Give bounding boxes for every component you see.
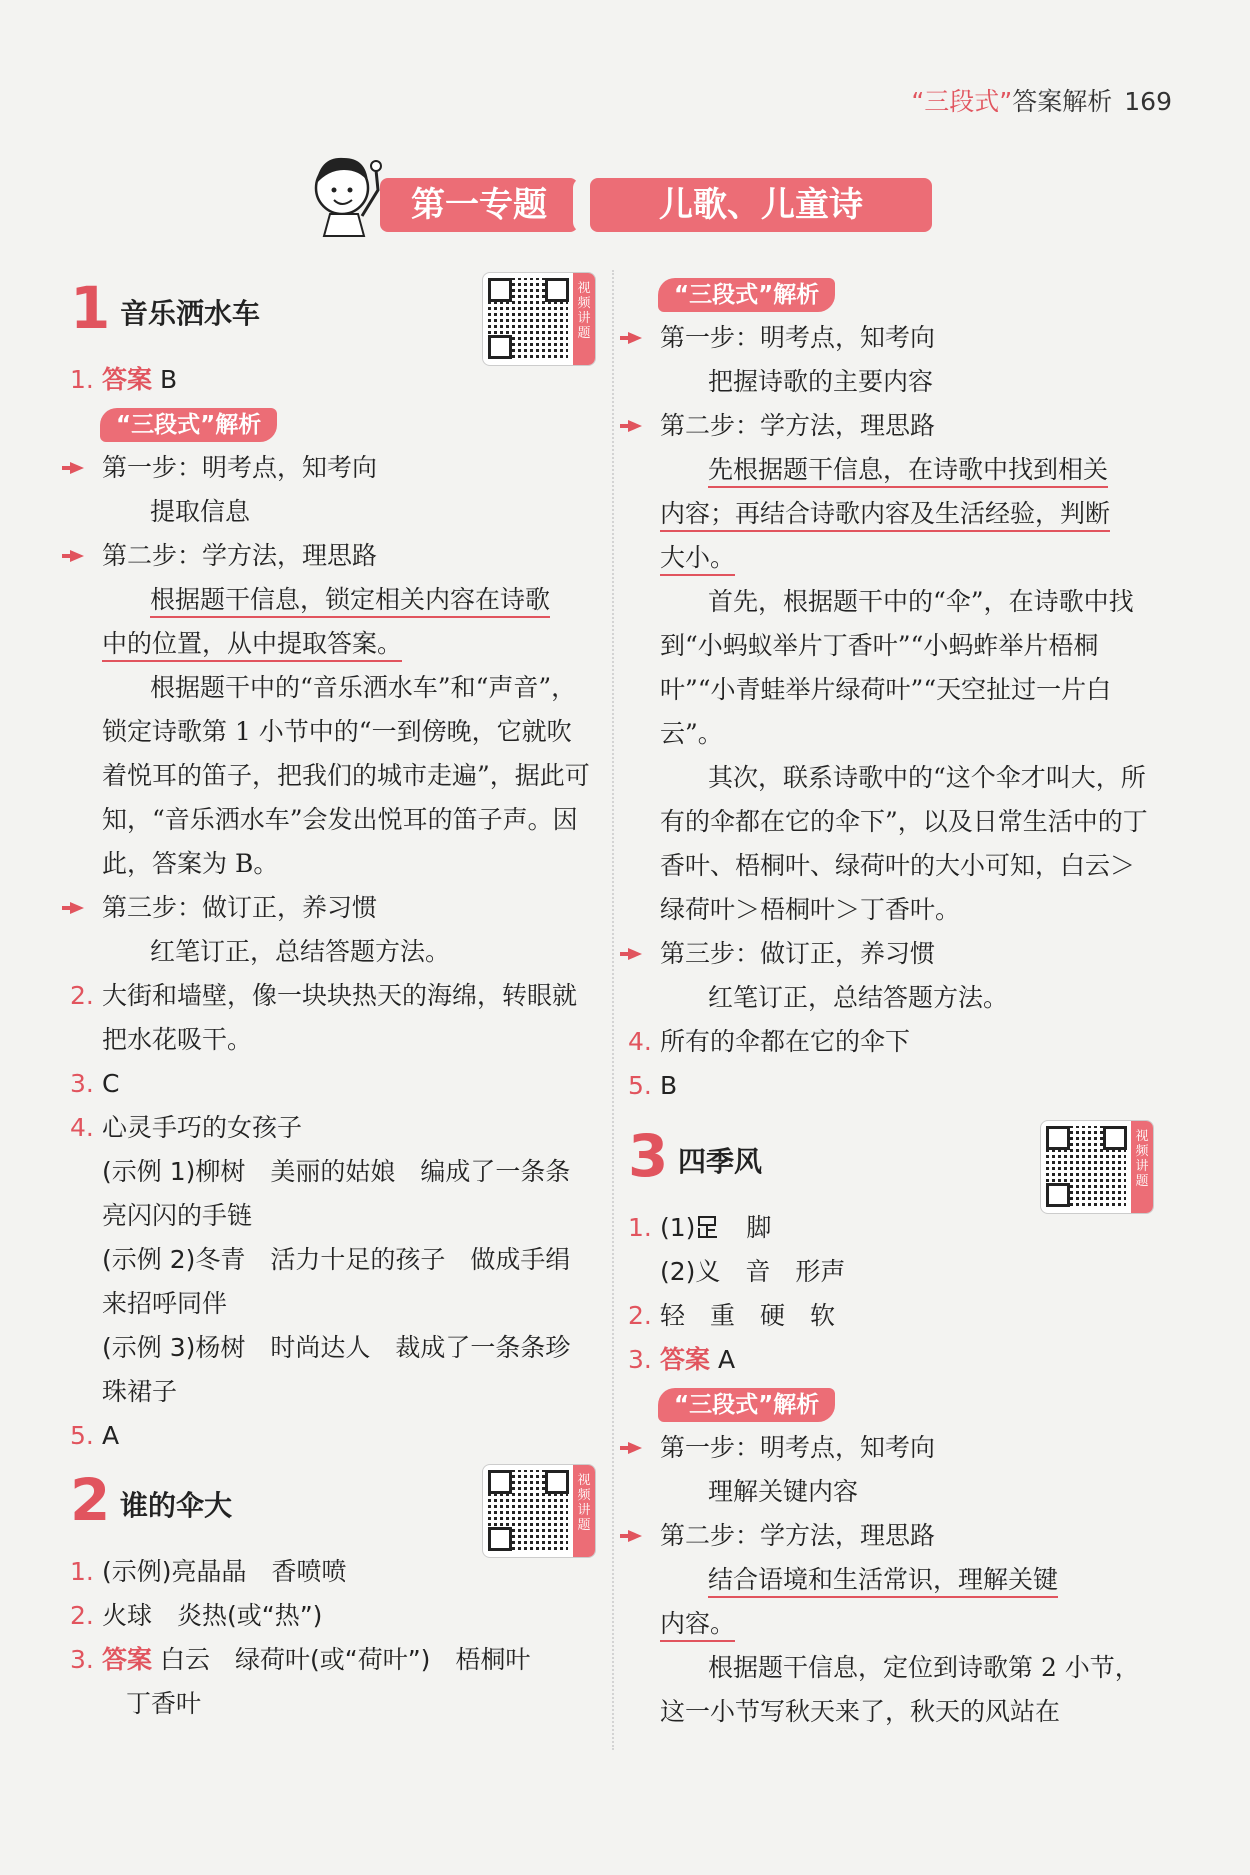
step-1: 第一步：明考点，知考向	[628, 316, 1148, 360]
step-2-explanation-1: 首先，根据题干中的“伞”，在诗歌中找到“小蚂蚁举片丁香叶”“小蚂蚱举片梧桐叶”“小青蛙举片绿荷叶”“天空扯过一片白云”。	[660, 587, 1134, 748]
page-number: 169	[1124, 87, 1172, 116]
header-brand: “三段式”	[911, 87, 1013, 116]
page-header	[911, 82, 1172, 118]
step-2-explanation-2: 其次，联系诗歌中的“这个伞才叫大，所有的伞都在它的伞下”，以及日常生活中的丁香叶、梧桐叶、绿荷叶的大小可知，白云＞绿荷叶＞梧桐叶＞丁香叶。	[660, 763, 1148, 924]
qr-label: 视频讲题	[1131, 1121, 1153, 1213]
question-5: 5. B	[628, 1071, 678, 1100]
step-3: 第三步：做订正，养习惯	[70, 886, 590, 930]
step-2-explanation: 根据题干中的“音乐洒水车”和“声音”，锁定诗歌第 1 小节中的“一到傍晚，它就吹着悦耳的笛子，把我们的城市走遍”，据此可知，“音乐洒水车”会发出悦耳的笛子声。因此，答案为 B。	[102, 673, 590, 878]
analysis-tag: “三段式”解析	[658, 278, 835, 312]
step-2-key-method: 结合语境和生活常识，理解关键 内容。	[628, 1558, 1148, 1646]
left-column	[70, 272, 590, 1726]
qr-code-icon[interactable]	[482, 272, 596, 366]
question-1: 1. (示例)亮晶晶 香喷喷	[70, 1557, 347, 1586]
arrow-icon	[628, 332, 642, 344]
section-title: 四季风	[678, 1145, 763, 1178]
section-number: 1	[70, 274, 111, 342]
right-column	[628, 272, 1148, 1734]
arrow-icon	[628, 1442, 642, 1454]
question-4: 4. 所有的伞都在它的伞下	[628, 1027, 911, 1056]
step-2: 第二步：学方法，理思路	[628, 404, 1148, 448]
step-2-explanation: 根据题干信息，定位到诗歌第 2 小节，这一小节写秋天来了，秋天的风站在	[660, 1653, 1140, 1726]
banner-topic-title: 儿歌、儿童诗	[590, 178, 932, 232]
step-1: 第一步：明考点，知考向	[628, 1426, 1148, 1470]
question-4: 4. 心灵手巧的女孩子	[70, 1113, 303, 1142]
banner-topic-number: 第一专题	[380, 178, 578, 232]
qr-code-icon[interactable]	[1040, 1120, 1154, 1214]
section-title: 音乐洒水车	[120, 297, 261, 330]
analysis-tag: “三段式”解析	[658, 1388, 835, 1422]
column-divider	[612, 270, 614, 1750]
step-1: 第一步：明考点，知考向	[70, 446, 590, 490]
foot-radical-icon	[695, 1214, 721, 1240]
section-number: 3	[628, 1122, 669, 1190]
question-2: 2. 大街和墙壁，像一块块热天的海绵，转眼就把水花吸干。	[70, 981, 578, 1054]
arrow-icon	[628, 1530, 642, 1542]
step-3-content: 红笔订正，总结答题方法。	[150, 937, 451, 966]
example-3: (示例 3)杨树 时尚达人 裁成了一条条珍珠裙子	[102, 1333, 571, 1406]
question-2: 2. 火球 炎热(或“热”)	[70, 1601, 323, 1630]
section-1-heading	[70, 276, 590, 352]
question-3: 3. C	[70, 1069, 120, 1098]
question-5: 5. A	[70, 1421, 120, 1450]
question-1-part-2: (2)义 音 形声	[660, 1257, 846, 1286]
qr-code-icon[interactable]	[482, 1464, 596, 1558]
question-1: 1. (1) 脚	[628, 1213, 772, 1242]
step-2: 第二步：学方法，理思路	[70, 534, 590, 578]
arrow-icon	[628, 948, 642, 960]
step-3: 第三步：做订正，养习惯	[628, 932, 1148, 976]
question-2: 2. 轻 重 硬 软	[628, 1301, 836, 1330]
section-3-heading	[628, 1124, 1148, 1200]
step-1-content: 理解关键内容	[708, 1477, 859, 1506]
question-1: 1. 答案 B	[70, 365, 178, 394]
example-2: (示例 2)冬青 活力十足的孩子 做成手绢来招呼同伴	[102, 1245, 571, 1318]
step-2-key-method: 根据题干信息，锁定相关内容在诗歌 中的位置，从中提取答案。	[70, 578, 590, 666]
section-number: 2	[70, 1466, 111, 1534]
arrow-icon	[70, 462, 84, 474]
step-2: 第二步：学方法，理思路	[628, 1514, 1148, 1558]
section-2-heading	[70, 1468, 590, 1544]
question-3-continued: 丁香叶	[126, 1689, 202, 1718]
arrow-icon	[70, 902, 84, 914]
topic-banner	[290, 178, 932, 232]
question-3: 3. 答案 A	[628, 1345, 736, 1374]
example-1: (示例 1)柳树 美丽的姑娘 编成了一条条亮闪闪的手链	[102, 1157, 571, 1230]
arrow-icon	[70, 550, 84, 562]
step-1-content: 提取信息	[150, 497, 251, 526]
qr-label: 视频讲题	[573, 1465, 595, 1557]
question-3: 3. 答案 白云 绿荷叶(或“荷叶”) 梧桐叶	[70, 1645, 531, 1674]
qr-label: 视频讲题	[573, 273, 595, 365]
section-title: 谁的伞大	[120, 1489, 233, 1522]
header-text: 答案解析	[1012, 87, 1113, 116]
step-3-content: 红笔订正，总结答题方法。	[708, 983, 1009, 1012]
step-2-key-method: 先根据题干信息，在诗歌中找到相关 内容；再结合诗歌内容及生活经验，判断 大小。	[628, 448, 1148, 580]
step-1-content: 把握诗歌的主要内容	[708, 367, 934, 396]
analysis-tag: “三段式”解析	[100, 408, 277, 442]
arrow-icon	[628, 420, 642, 432]
